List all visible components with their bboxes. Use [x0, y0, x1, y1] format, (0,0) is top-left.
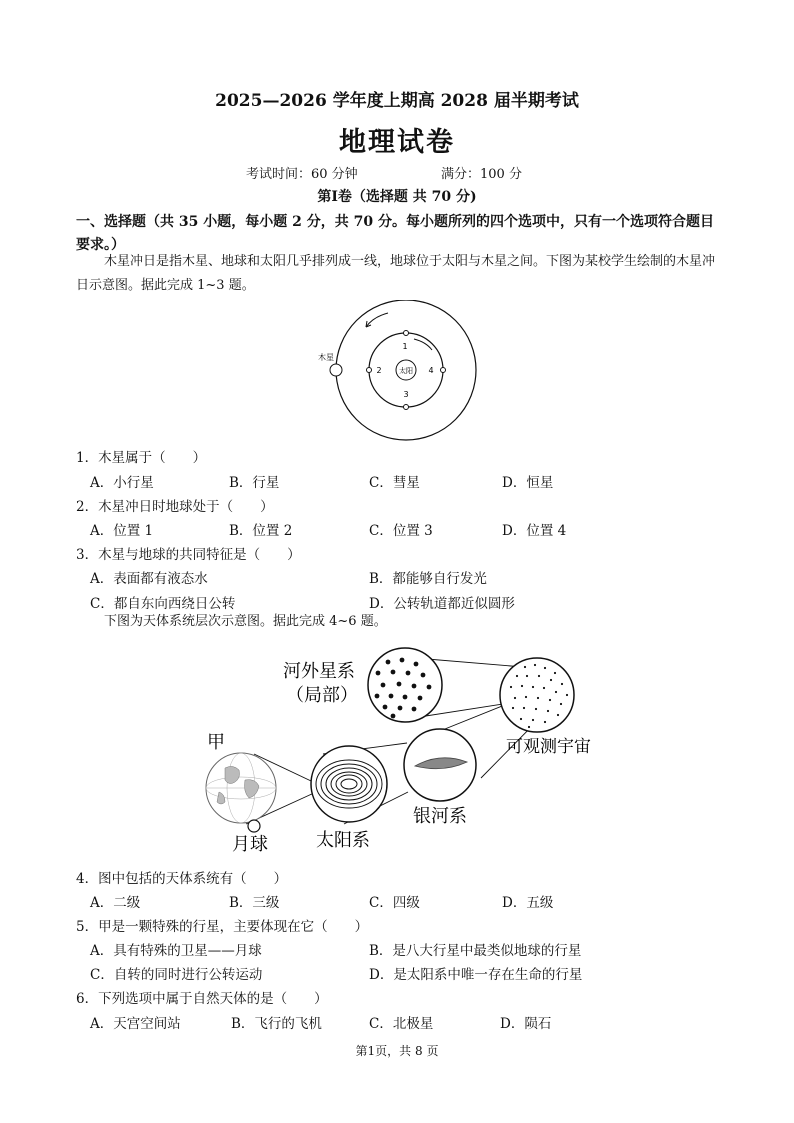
- exam-title: 2025—2026 学年度上期高 2028 届半期考试: [215, 91, 579, 111]
- q1-option-c[interactable]: C．彗星: [369, 475, 420, 491]
- q2-option-c[interactable]: C．位置 3: [369, 523, 433, 539]
- label-milky-way: 银河系: [413, 806, 467, 827]
- label-extragalactic-galaxy: 河外星系: [283, 661, 355, 682]
- q6-option-a[interactable]: A．天宫空间站: [90, 1016, 181, 1032]
- q6-option-b[interactable]: B．飞行的飞机: [231, 1016, 322, 1032]
- q5-option-b[interactable]: B．是八大行星中最类似地球的行星: [369, 943, 582, 959]
- position-1-dot: [404, 331, 409, 336]
- label-observable-universe: 可观测宇宙: [506, 737, 591, 757]
- q3-option-c[interactable]: C．都自东向西绕日公转: [90, 596, 236, 612]
- q4-option-c[interactable]: C．四级: [369, 895, 420, 911]
- q1-option-a[interactable]: A．小行星: [90, 475, 154, 491]
- solar-system-circle: [311, 746, 387, 822]
- question-6: 6．下列选项中属于自然天体的是（ ）: [76, 991, 328, 1007]
- jupiter-opposition-diagram: [310, 300, 490, 445]
- position-2-label: 2: [376, 366, 382, 375]
- q3-option-a[interactable]: A．表面都有液态水: [90, 571, 208, 587]
- position-2-dot: [367, 368, 372, 373]
- q1-option-b[interactable]: B．行星: [229, 475, 280, 491]
- question-5: 5．甲是一颗特殊的行星，主要体现在它（ ）: [76, 919, 369, 935]
- jupiter-planet: [330, 364, 342, 376]
- position-3-dot: [404, 405, 409, 410]
- celestial-system-diagram: [195, 640, 615, 860]
- question-4: 4．图中包括的天体系统有（ ）: [76, 871, 288, 887]
- question-1: 1．木星属于（ ）: [76, 450, 207, 466]
- exam-time: 考试时间：60 分钟: [246, 167, 358, 182]
- q2-option-b[interactable]: B．位置 2: [229, 523, 293, 539]
- q1-option-d[interactable]: D．恒星: [502, 475, 554, 491]
- q2-option-a[interactable]: A．位置 1: [90, 523, 154, 539]
- section-instruction: 一、选择题（共 35 小题，每小题 2 分，共 70 分。每小题所列的四个选项中，只有一个选项符合题目要求。）: [76, 214, 714, 253]
- revolution-arrow-jupiter: [366, 313, 388, 327]
- sun-label: 太阳: [399, 367, 413, 375]
- q4-option-a[interactable]: A．二级: [90, 895, 141, 911]
- page-footer: 第1页，共 8 页: [355, 1044, 439, 1058]
- full-score: 满分：100 分: [441, 167, 522, 182]
- q6-option-c[interactable]: C．北极星: [369, 1016, 434, 1032]
- q4-option-d[interactable]: D．五级: [502, 895, 554, 911]
- position-4-dot: [441, 368, 446, 373]
- label-solar-system: 太阳系: [316, 830, 370, 851]
- q5-option-d[interactable]: D．是太阳系中唯一存在生命的行星: [369, 967, 583, 983]
- q5-option-a[interactable]: A．具有特殊的卫星——月球: [90, 943, 262, 959]
- position-3-label: 3: [403, 390, 409, 399]
- moon-circle: [248, 820, 260, 832]
- part-title: 第Ⅰ卷（选择题 共 70 分): [317, 189, 477, 205]
- question-2: 2．木星冲日时地球处于（ ）: [76, 499, 274, 515]
- question-3: 3．木星与地球的共同特征是（ ）: [76, 547, 301, 563]
- label-moon: 月球: [232, 834, 268, 855]
- jupiter-label: 木星: [318, 353, 334, 362]
- label-jia: 甲: [207, 732, 225, 753]
- position-1-label: 1: [402, 342, 408, 351]
- q5-option-c[interactable]: C．自转的同时进行公转运动: [90, 967, 263, 983]
- q6-option-d[interactable]: D．陨石: [500, 1016, 552, 1032]
- observable-universe-circle: [500, 658, 574, 732]
- q2-option-d[interactable]: D．位置 4: [502, 523, 567, 539]
- passage-celestial-systems: 下图为天体系统层次示意图。据此完成 4~6 题。: [104, 614, 387, 629]
- position-4-label: 4: [428, 366, 434, 375]
- subject-title: 地理试卷: [339, 127, 455, 158]
- passage-jupiter: 木星冲日是指木星、地球和太阳几乎排列成一线，地球位于太阳与木星之间。下图为某校学生绘制的木星冲日示意图。据此完成 1~3 题。: [76, 254, 716, 293]
- q3-option-b[interactable]: B．都能够自行发光: [369, 571, 487, 587]
- label-partial: （局部）: [286, 685, 358, 706]
- q3-option-d[interactable]: D．公转轨道都近似圆形: [369, 596, 515, 612]
- q4-option-b[interactable]: B．三级: [229, 895, 280, 911]
- extragalactic-galaxy-circle: [368, 648, 442, 722]
